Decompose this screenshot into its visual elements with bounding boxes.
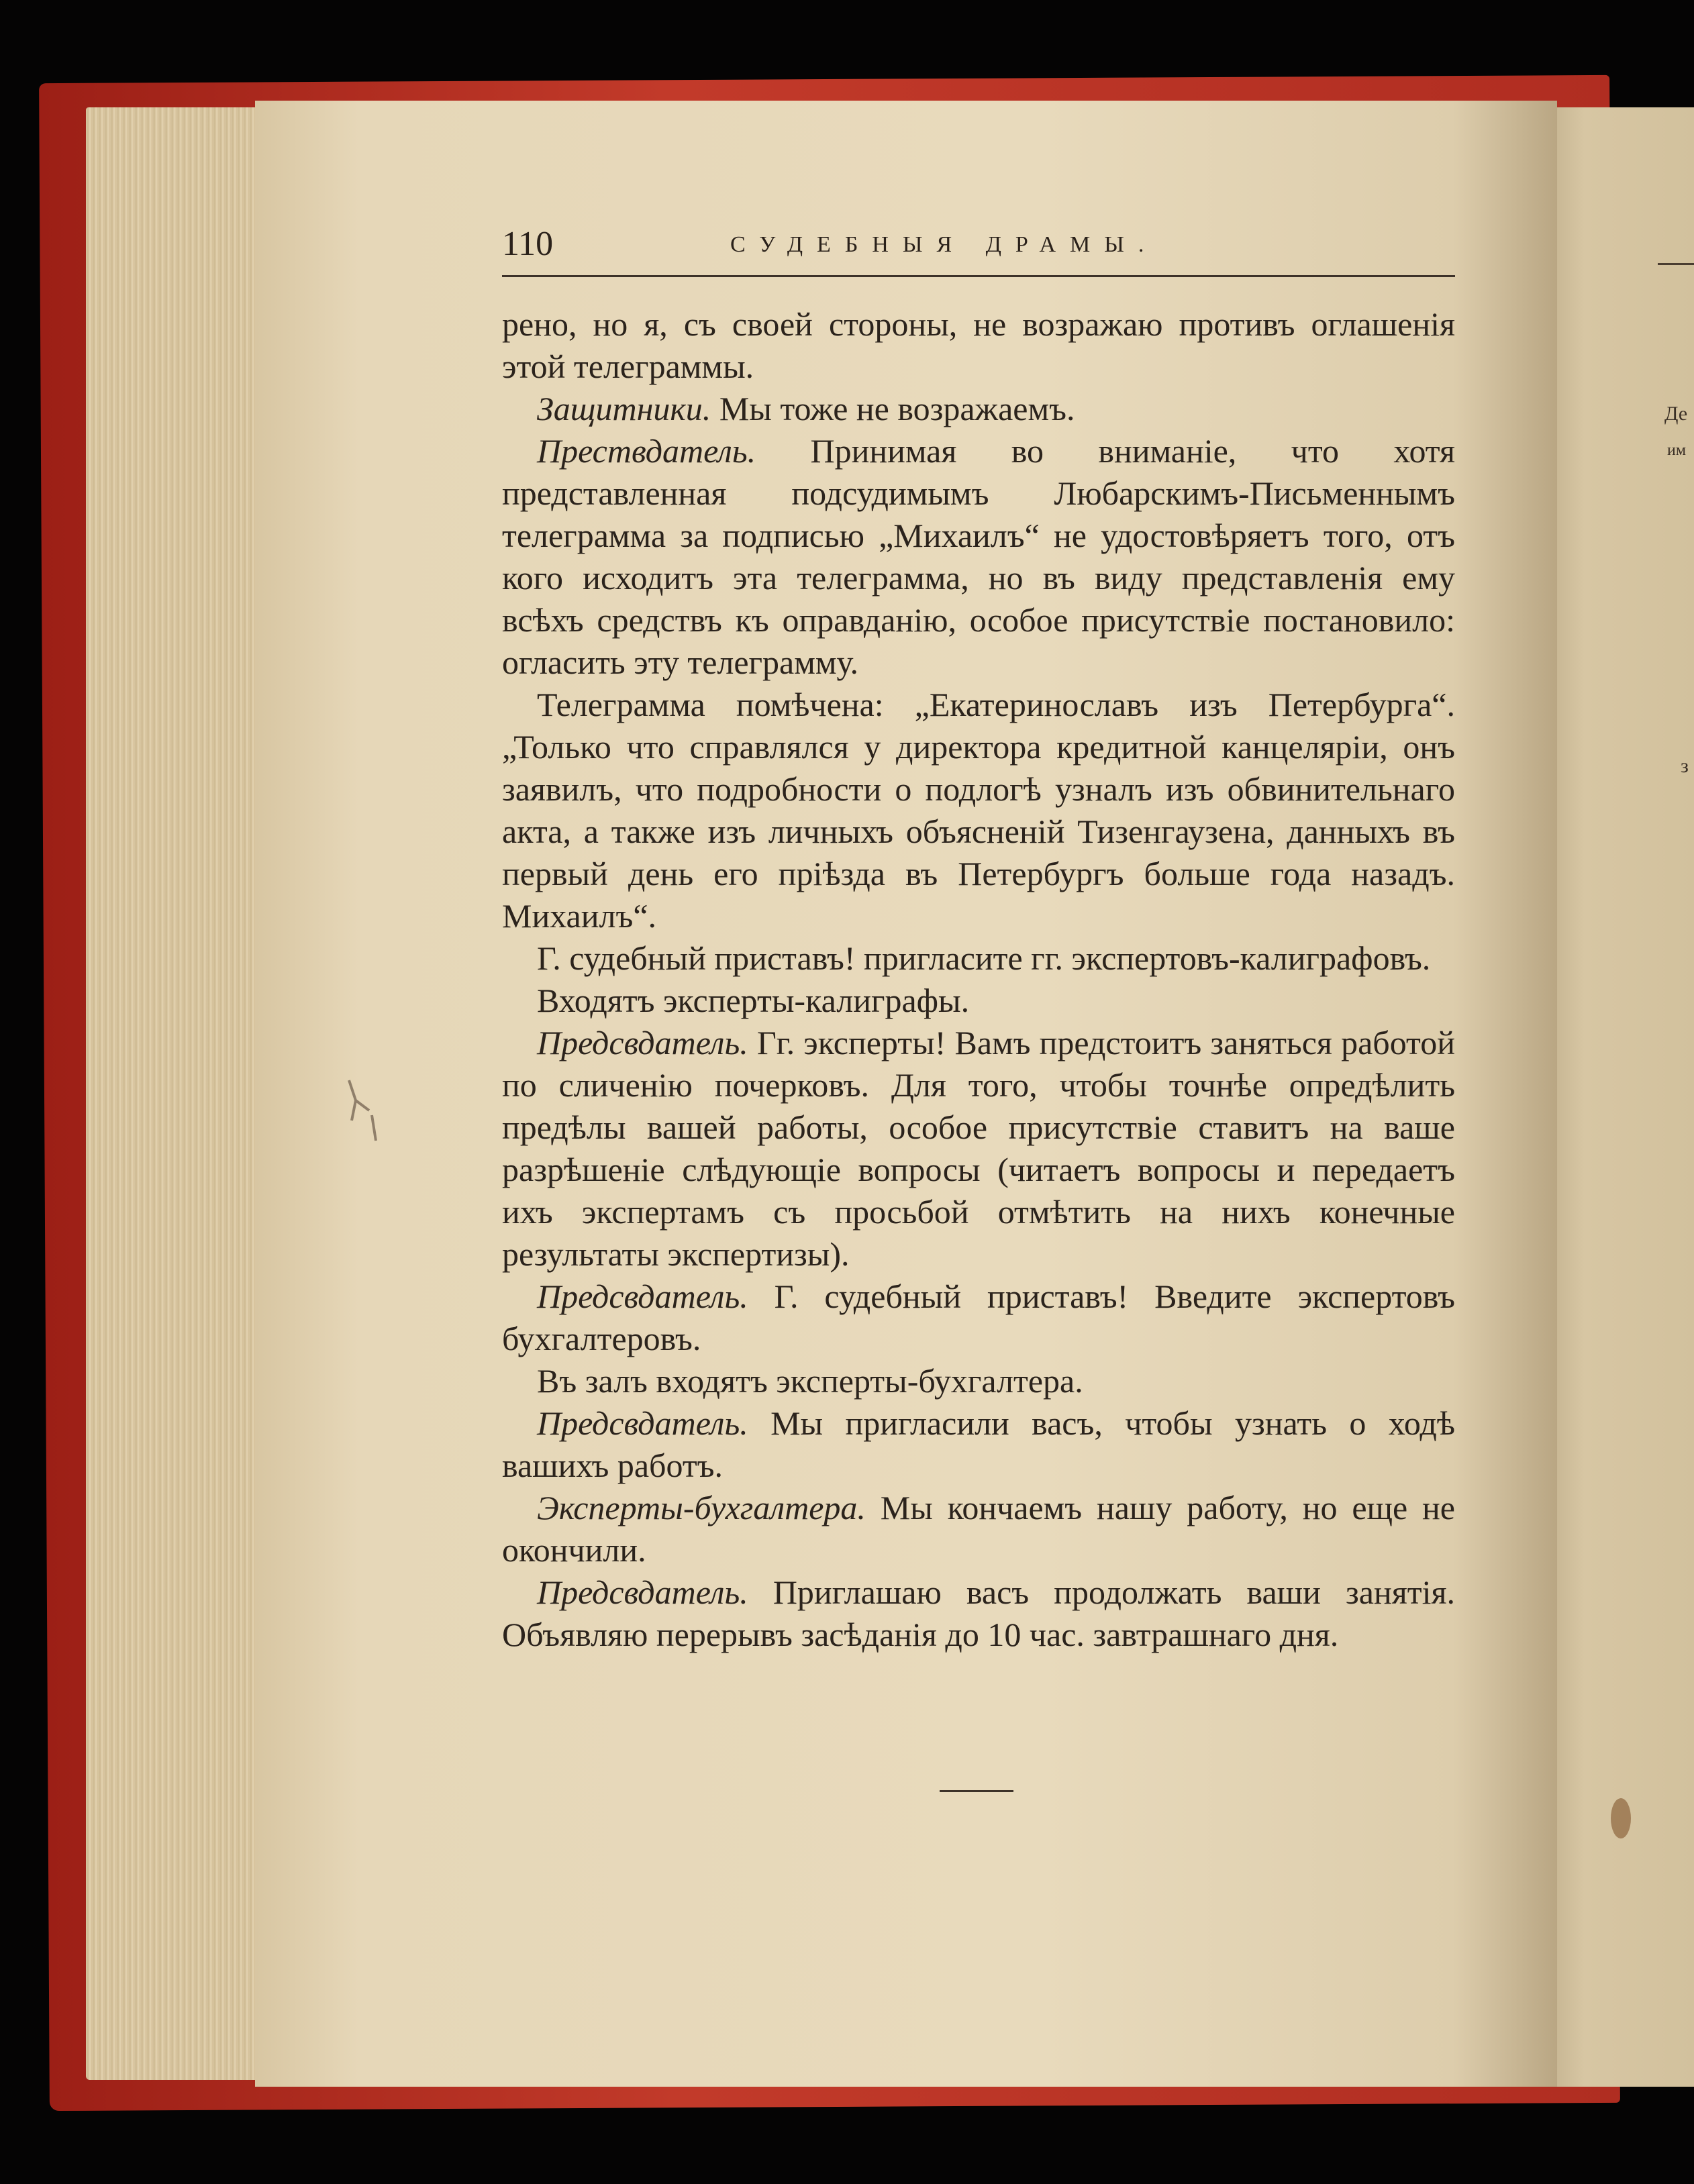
speaker-name: Предсвдатель. xyxy=(537,1278,748,1315)
pencil-mark-icon xyxy=(342,1074,409,1161)
speaker-name: Предсвдатель. xyxy=(537,1024,748,1061)
adjacent-page-fragment: Де xyxy=(1664,403,1688,425)
paragraph-text: Входятъ эксперты-калиграфы. xyxy=(537,982,970,1019)
paragraph-text: Мы пригласили васъ, чтобы узнать о ходѣ вашихъ работъ. xyxy=(502,1404,1455,1484)
paragraph xyxy=(502,1360,1455,1402)
paragraph xyxy=(502,1022,1455,1276)
adjacent-page-fragment: з xyxy=(1681,755,1689,777)
paragraph-text: рено, но я, съ своей стороны, не возражаю противъ оглашенія этой телеграммы. xyxy=(502,305,1455,385)
page-block-edges xyxy=(86,107,267,2080)
paragraph xyxy=(502,684,1455,937)
paragraph xyxy=(502,1571,1455,1656)
paragraph-text: Г. судебный приставъ! пригласите гг. экспертовъ-калиграфовъ. xyxy=(537,939,1431,977)
paragraph xyxy=(502,303,1455,388)
speaker-name: Предсвдатель. xyxy=(537,1573,748,1611)
page-header xyxy=(502,221,1455,277)
speaker-name: Эксперты-бухгалтера. xyxy=(537,1489,866,1526)
paragraph-text: Въ залъ входятъ эксперты-бухгалтера. xyxy=(537,1362,1083,1400)
paragraph-text: Приглашаю васъ продолжать ваши занятія. Объявляю перерывъ засѣданія до 10 час. завтрашнаго дня. xyxy=(502,1573,1455,1653)
adjacent-page-fragment: им xyxy=(1667,441,1687,459)
page-number: 110 xyxy=(502,225,554,263)
paragraph-text: Телеграмма помѣчена: „Екатеринославъ изъ Петербурга“. „Только что справлялся у директора кредитной канцеляріи, онъ заявилъ, что подробности о подлогѣ узналъ изъ обвинительнаго акта, а также изъ личныхъ объясненій Тизенгаузена, данныхъ въ первый день его пріѣзда въ Петербургъ больше года назадъ. Михаилъ“. xyxy=(502,686,1455,935)
paragraph-text: Принимая во вниманіе, что хотя представленная подсудимымъ Любарскимъ-Письменнымъ телеграмма за подписью „Михаилъ“ не удостовѣряетъ того, отъ кого исходитъ эта телеграмма, но въ виду представленія ему всѣхъ средствъ къ оправданію, особое присутствіе постановило: огласить эту телеграмму. xyxy=(502,432,1455,681)
paper-stain xyxy=(1611,1798,1631,1838)
paragraph-text: Мы тоже не возражаемъ. xyxy=(711,390,1075,427)
adjacent-page xyxy=(1557,107,1694,2087)
running-title: СУДЕБНЫЯ ДРАМЫ. xyxy=(730,232,1158,257)
paragraph xyxy=(502,430,1455,684)
paragraph xyxy=(502,388,1455,430)
end-rule xyxy=(940,1790,1013,1792)
paragraph xyxy=(502,937,1455,980)
speaker-name: Предсвдатель. xyxy=(537,1404,748,1442)
speaker-name: Защитники. xyxy=(537,390,711,427)
speaker-name: Прествдатель. xyxy=(537,432,756,470)
paragraph xyxy=(502,1276,1455,1360)
paragraph xyxy=(502,1487,1455,1571)
paragraph xyxy=(502,980,1455,1022)
paragraph-text: Мы кончаемъ нашу работу, но еще не окончили. xyxy=(502,1489,1455,1569)
paragraph-text: Г. судебный приставъ! Введите экспертовъ бухгалтеровъ. xyxy=(502,1278,1455,1357)
adjacent-page-rule xyxy=(1658,263,1694,265)
paragraph xyxy=(502,1402,1455,1487)
page-body xyxy=(502,303,1455,1656)
paragraph-text: Гг. эксперты! Вамъ предстоитъ заняться работой по сличенію почерковъ. Для того, чтобы точнѣе опредѣлить предѣлы вашей работы, особое присутствіе ставитъ на ваше разрѣшеніе слѣдующіе вопросы (читаетъ вопросы и передаетъ ихъ экспертамъ съ просьбой отмѣтить на нихъ конечные результаты экспертизы). xyxy=(502,1024,1455,1273)
